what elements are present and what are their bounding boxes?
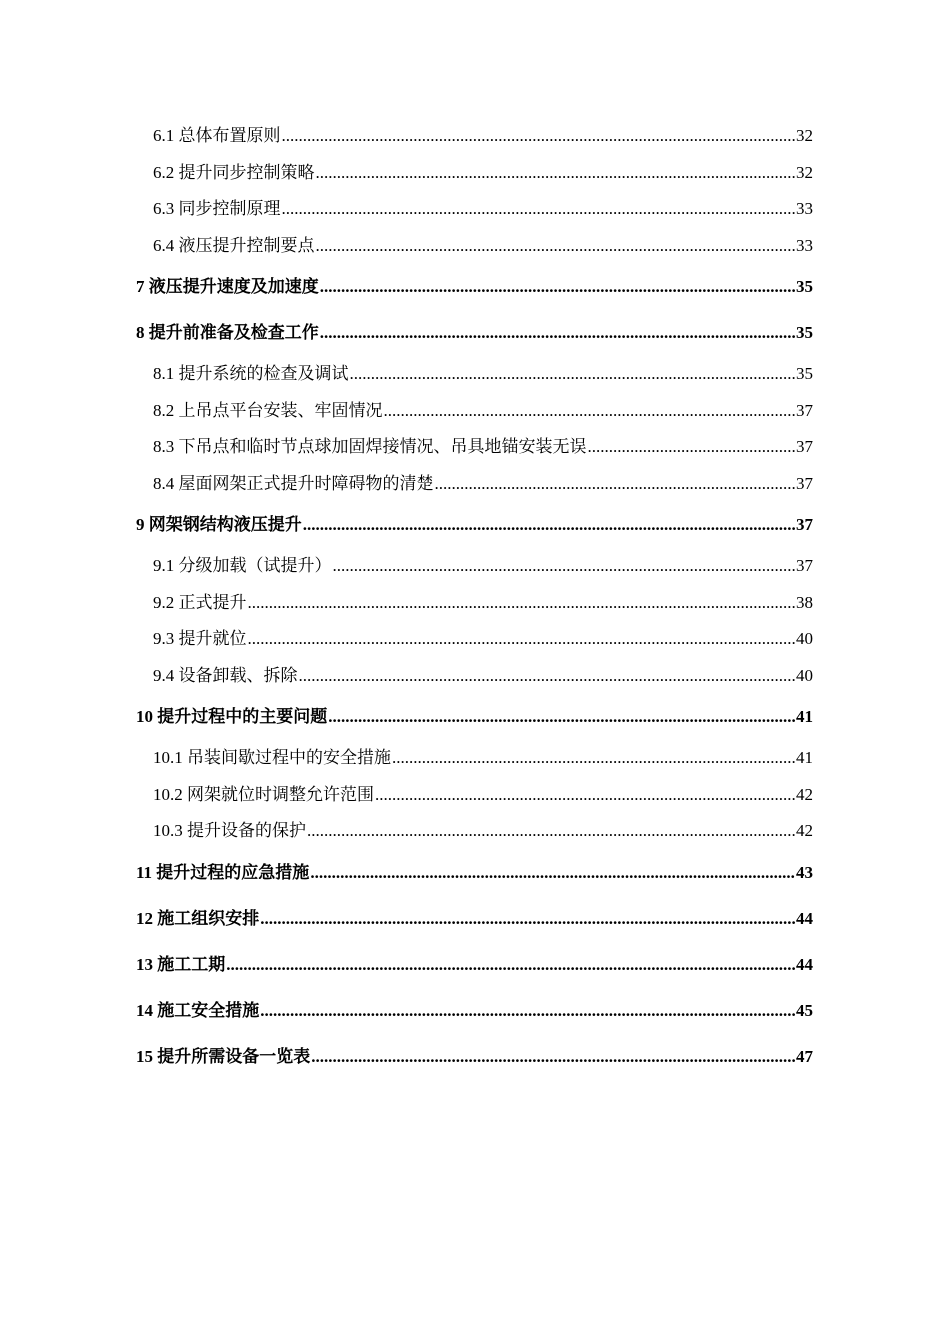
toc-entry-page: 37 xyxy=(796,556,813,575)
toc-entry-page: 33 xyxy=(796,235,813,255)
toc-entry-page: 35 xyxy=(796,364,813,383)
toc-entry-title: 7 液压提升速度及加速度 xyxy=(136,277,319,296)
toc-entry-title: 9.3 提升就位 xyxy=(153,629,247,648)
toc-entry-title: 8.4 屋面网架正式提升时障碍物的清楚 xyxy=(153,473,434,493)
toc-entry-page: 44 xyxy=(796,908,813,928)
toc-entry-title: 8.1 提升系统的检查及调试 xyxy=(153,364,349,383)
toc-dot-leader xyxy=(320,310,795,356)
toc-entry-title: 8 提升前准备及检查工作 xyxy=(136,323,319,342)
toc-dot-leader xyxy=(307,813,795,850)
toc-entry-title: 9.4 设备卸载、拆除 xyxy=(153,665,298,685)
toc-entry-6-4[interactable] xyxy=(136,228,813,265)
toc-entry-title: 8.3 下吊点和临时节点球加固焊接情况、吊具地锚安装无误 xyxy=(153,437,587,456)
toc-entry-title: 10.3 提升设备的保护 xyxy=(153,821,306,840)
toc-entry-6-2[interactable] xyxy=(136,155,813,192)
toc-entry-page: 37 xyxy=(796,437,813,456)
toc-dot-leader xyxy=(328,694,795,740)
toc-entry-title: 12 施工组织安排 xyxy=(136,908,260,928)
toc-entry-page: 38 xyxy=(796,592,813,612)
toc-entry-title: 9.1 分级加载（试提升） xyxy=(153,556,332,575)
toc-entry-6-3[interactable] xyxy=(136,191,813,228)
toc-entry-8-2[interactable] xyxy=(136,393,813,430)
toc-dot-leader xyxy=(248,585,796,622)
toc-entry-title: 6.3 同步控制原理 xyxy=(153,199,281,218)
toc-entry-title: 11 提升过程的应急措施 xyxy=(136,862,310,882)
table-of-contents xyxy=(136,118,813,1080)
toc-entry-title: 10.1 吊装间歇过程中的安全措施 xyxy=(153,748,391,767)
toc-dot-leader xyxy=(282,191,796,228)
toc-entry-title: 9.2 正式提升 xyxy=(153,592,247,612)
toc-entry-title: 10.2 网架就位时调整允许范围 xyxy=(153,784,374,804)
toc-entry-title: 10 提升过程中的主要问题 xyxy=(136,707,328,726)
toc-entry-14[interactable] xyxy=(136,988,813,1034)
toc-entry-9-2[interactable] xyxy=(136,585,813,622)
toc-entry-page: 47 xyxy=(796,1046,813,1066)
toc-entry-9-3[interactable] xyxy=(136,621,813,658)
toc-entry-page: 41 xyxy=(796,748,813,767)
toc-dot-leader xyxy=(299,658,796,695)
toc-entry-page: 41 xyxy=(796,707,813,726)
toc-entry-title: 9 网架钢结构液压提升 xyxy=(136,515,302,534)
toc-entry-page: 37 xyxy=(796,473,813,493)
toc-entry-13[interactable] xyxy=(136,942,813,988)
toc-dot-leader xyxy=(375,777,795,814)
toc-dot-leader xyxy=(303,502,795,548)
toc-dot-leader xyxy=(316,155,796,192)
toc-dot-leader xyxy=(333,548,796,585)
toc-entry-7[interactable] xyxy=(136,264,813,310)
toc-entry-page: 40 xyxy=(796,665,813,685)
toc-entry-9-1[interactable] xyxy=(136,548,813,585)
toc-entry-page: 32 xyxy=(796,126,813,145)
toc-entry-page: 35 xyxy=(796,277,813,296)
toc-entry-title: 15 提升所需设备一览表 xyxy=(136,1046,311,1066)
toc-dot-leader xyxy=(392,740,795,777)
toc-entry-page: 32 xyxy=(796,162,813,182)
toc-dot-leader xyxy=(320,264,795,310)
toc-entry-page: 44 xyxy=(796,954,813,974)
toc-entry-9-4[interactable] xyxy=(136,658,813,695)
toc-entry-10-1[interactable] xyxy=(136,740,813,777)
toc-entry-10-2[interactable] xyxy=(136,777,813,814)
toc-entry-15[interactable] xyxy=(136,1034,813,1080)
toc-entry-page: 37 xyxy=(796,515,813,534)
toc-dot-leader xyxy=(384,393,796,430)
toc-entry-8-1[interactable] xyxy=(136,356,813,393)
toc-entry-page: 40 xyxy=(796,629,813,648)
toc-entry-title: 6.1 总体布置原则 xyxy=(153,126,281,145)
toc-entry-9[interactable] xyxy=(136,502,813,548)
toc-entry-title: 13 施工工期 xyxy=(136,954,226,974)
toc-entry-page: 35 xyxy=(796,323,813,342)
toc-entry-8[interactable] xyxy=(136,310,813,356)
toc-entry-10[interactable] xyxy=(136,694,813,740)
toc-dot-leader xyxy=(282,118,796,155)
toc-entry-title: 14 施工安全措施 xyxy=(136,1000,260,1020)
toc-entry-title: 6.4 液压提升控制要点 xyxy=(153,235,315,255)
toc-entry-10-3[interactable] xyxy=(136,813,813,850)
toc-dot-leader xyxy=(248,621,796,658)
toc-entry-12[interactable] xyxy=(136,896,813,942)
toc-entry-page: 42 xyxy=(796,821,813,840)
toc-entry-page: 45 xyxy=(796,1000,813,1020)
toc-entry-11[interactable] xyxy=(136,850,813,896)
toc-entry-6-1[interactable] xyxy=(136,118,813,155)
toc-entry-page: 37 xyxy=(796,400,813,420)
toc-entry-page: 42 xyxy=(796,784,813,804)
toc-dot-leader xyxy=(316,228,796,265)
toc-dot-leader xyxy=(588,429,796,466)
toc-entry-page: 33 xyxy=(796,199,813,218)
toc-dot-leader xyxy=(350,356,796,393)
toc-dot-leader xyxy=(435,466,796,503)
toc-entry-page: 43 xyxy=(796,862,813,882)
toc-dot-leader xyxy=(260,896,795,942)
toc-entry-8-4[interactable] xyxy=(136,466,813,503)
toc-dot-leader xyxy=(310,850,795,896)
toc-entry-title: 6.2 提升同步控制策略 xyxy=(153,162,315,182)
toc-dot-leader xyxy=(260,988,795,1034)
toc-entry-8-3[interactable] xyxy=(136,429,813,466)
toc-entry-title: 8.2 上吊点平台安装、牢固情况 xyxy=(153,400,383,420)
toc-dot-leader xyxy=(226,942,795,988)
toc-dot-leader xyxy=(311,1034,795,1080)
